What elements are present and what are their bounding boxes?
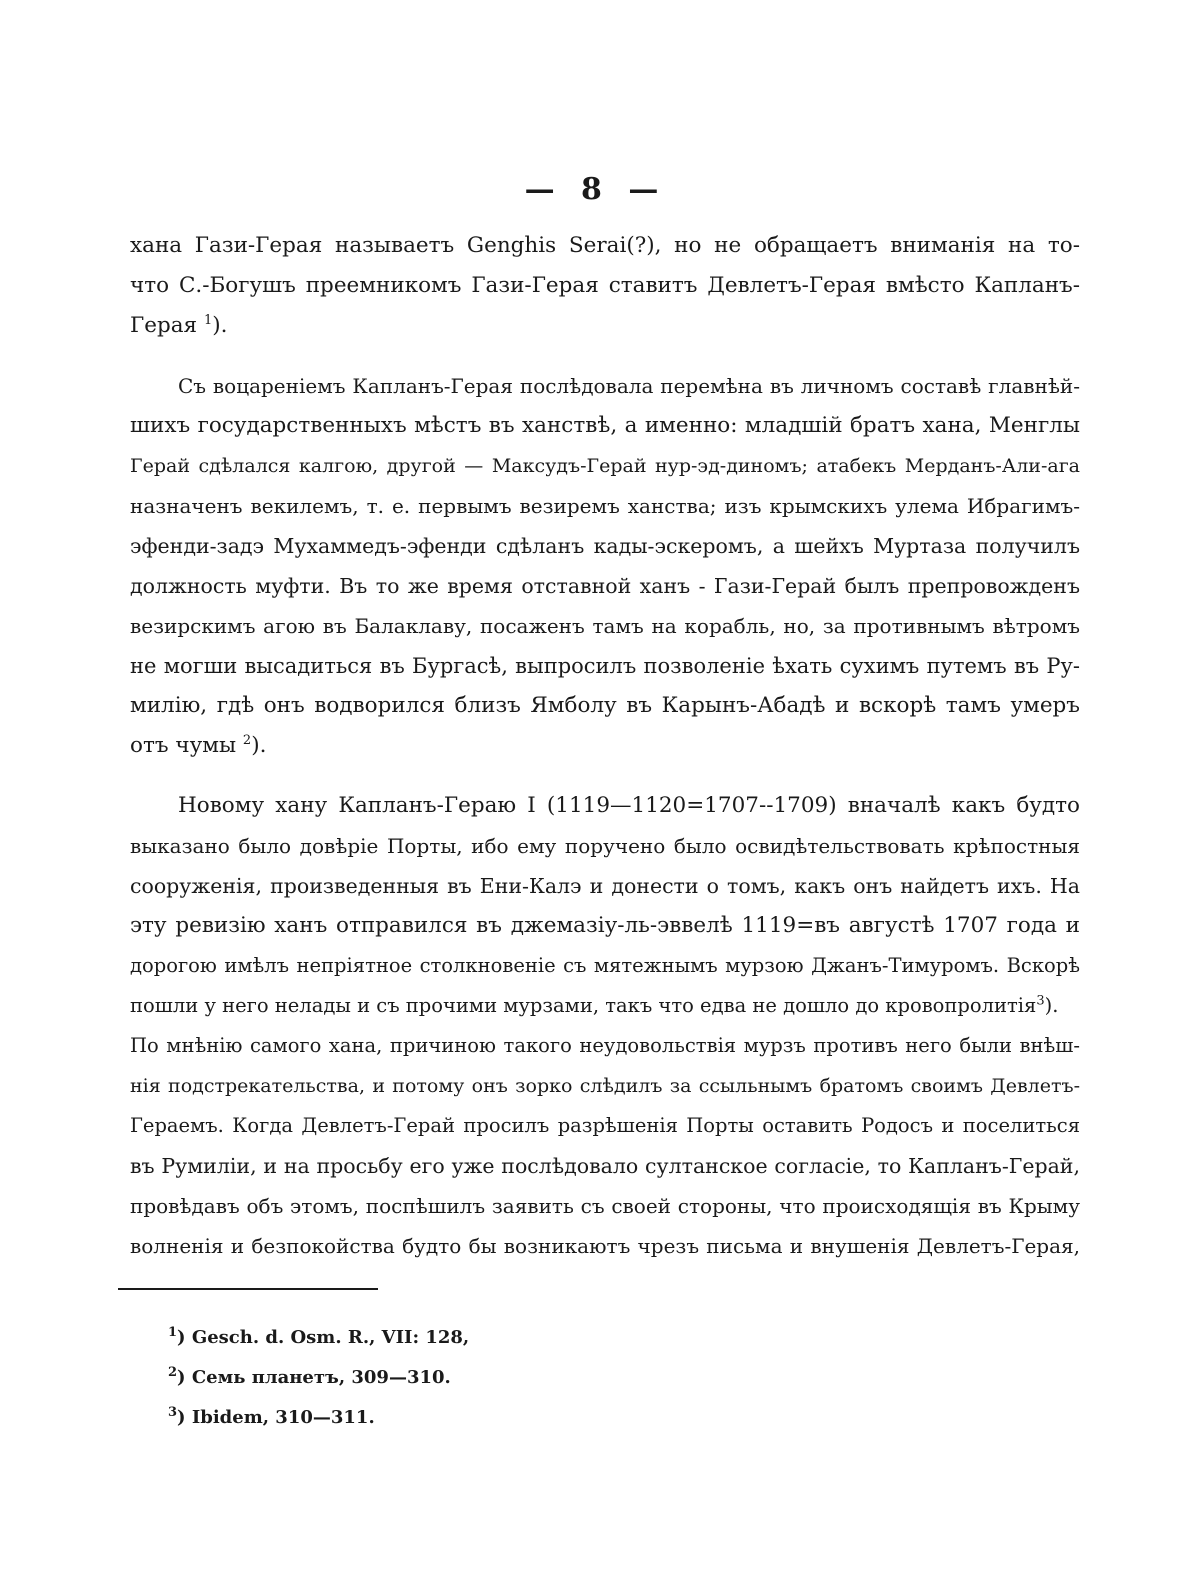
text-line: нія подстрекательства, и потому онъ зорко слѣдилъ за ссыльнымъ братомъ своимъ Девлетъ- xyxy=(130,1075,1080,1097)
text-fragment: пошли у него нелады и съ прочими мурзами, такъ что едва не дошло до кровопролитія xyxy=(130,994,1037,1017)
text-line: везирскимъ агою въ Балаклаву, посаженъ тамъ на корабль, но, за противнымъ вѣтромъ xyxy=(130,614,1080,638)
text-fragment: Герая xyxy=(130,313,198,338)
text-line: назначенъ векилемъ, т. е. первымъ везиремъ ханства; изъ крымскихъ улема Ибрагимъ- xyxy=(130,494,1080,518)
text-line: Съ воцареніемъ Капланъ-Герая послѣдовала перемѣна въ личномъ составѣ главнѣй- xyxy=(178,374,1080,398)
footnote-mark: 2 xyxy=(168,1365,178,1380)
text-line: что С.-Богушъ преемникомъ Гази-Герая ставитъ Девлетъ-Герая вмѣсто Капланъ- xyxy=(130,273,1080,298)
text-line: эту ревизію ханъ отправился въ джемазіу-ль-эввелѣ 1119=въ августѣ 1707 года и xyxy=(130,913,1080,938)
text-line: дорогою имѣлъ непріятное столкновеніе съ мятежнымъ мурзою Джанъ-Тимуромъ. Вскорѣ xyxy=(130,954,1080,977)
text-fragment: ). xyxy=(1044,994,1059,1017)
text-fragment: ). xyxy=(251,733,267,758)
footnote xyxy=(168,1366,451,1390)
text-line: хана Гази-Герая называетъ Genghis Serai(?), но не обращаетъ вниманія на то- xyxy=(130,233,1080,258)
page-number: — 8 — xyxy=(524,172,667,207)
text-line: не могши высадиться въ Бургасѣ, выпросилъ позволеніе ѣхать сухимъ путемъ въ Ру- xyxy=(130,654,1080,678)
footnote-mark: 3 xyxy=(168,1405,178,1420)
footnote-marker: 3 xyxy=(1036,993,1045,1009)
text-line: Гераемъ. Когда Девлетъ-Герай просилъ разрѣшенія Порты оставить Родосъ и поселиться xyxy=(130,1114,1080,1137)
footnote-mark: 1 xyxy=(168,1325,178,1340)
text-line: въ Румиліи, и на просьбу его уже послѣдовало султанское согласіе, то Капланъ-Герай, xyxy=(130,1154,1080,1178)
text-line xyxy=(130,312,1080,340)
text-fragment: ). xyxy=(212,313,228,338)
text-line: волненія и безпокойства будто бы возникаютъ чрезъ письма и внушенія Девлетъ-Герая, xyxy=(130,1234,1080,1258)
text-line: Герай сдѣлался калгою, другой — Максудъ-Герай нур-эд-диномъ; атабекъ Мерданъ-Али-ага xyxy=(130,455,1080,477)
footnote xyxy=(168,1326,469,1350)
text-line xyxy=(130,732,1080,760)
text-line: эфенди-задэ Мухаммедъ-эфенди сдѣланъ кады-эскеромъ, а шейхъ Муртаза получилъ xyxy=(130,534,1080,558)
text-line: По мнѣнію самого хана, причиною такого неудовольствія мурзъ противъ него были внѣш- xyxy=(130,1034,1080,1057)
text-line: Новому хану Капланъ-Гераю I (1119—1120=1707--1709) вначалѣ какъ будто xyxy=(178,793,1080,818)
footnote-divider xyxy=(118,1288,378,1290)
text-line xyxy=(130,992,1080,1020)
text-line: провѣдавъ объ этомъ, поспѣшилъ заявить съ своей стороны, что происходящія въ Крыму xyxy=(130,1194,1080,1218)
footnote-text: ) Ibidem, 310—311. xyxy=(177,1407,375,1428)
footnote xyxy=(168,1406,375,1430)
footnote-text: ) Семь планетъ, 309—310. xyxy=(177,1367,451,1388)
text-line: шихъ государственныхъ мѣстъ въ ханствѣ, а именно: младшій братъ хана, Менглы xyxy=(130,413,1080,438)
text-line: сооруженія, произведенныя въ Ени-Калэ и донести о томъ, какъ онъ найдетъ ихъ. На xyxy=(130,874,1080,898)
footnote-marker: 2 xyxy=(242,732,252,748)
text-line: выказано было довѣріе Порты, ибо ему поручено было освидѣтельствовать крѣпостныя xyxy=(130,834,1080,858)
text-line: должность муфти. Въ то же время отставной ханъ - Гази-Герай былъ препровожденъ xyxy=(130,574,1080,598)
footnote-marker: 1 xyxy=(203,312,213,328)
footnote-text: ) Gesch. d. Osm. R., VII: 128, xyxy=(177,1327,470,1348)
text-line: милію, гдѣ онъ водворился близъ Ямболу въ Карынъ-Абадѣ и вскорѣ тамъ умеръ xyxy=(130,693,1080,718)
text-fragment: отъ чумы xyxy=(130,733,237,758)
